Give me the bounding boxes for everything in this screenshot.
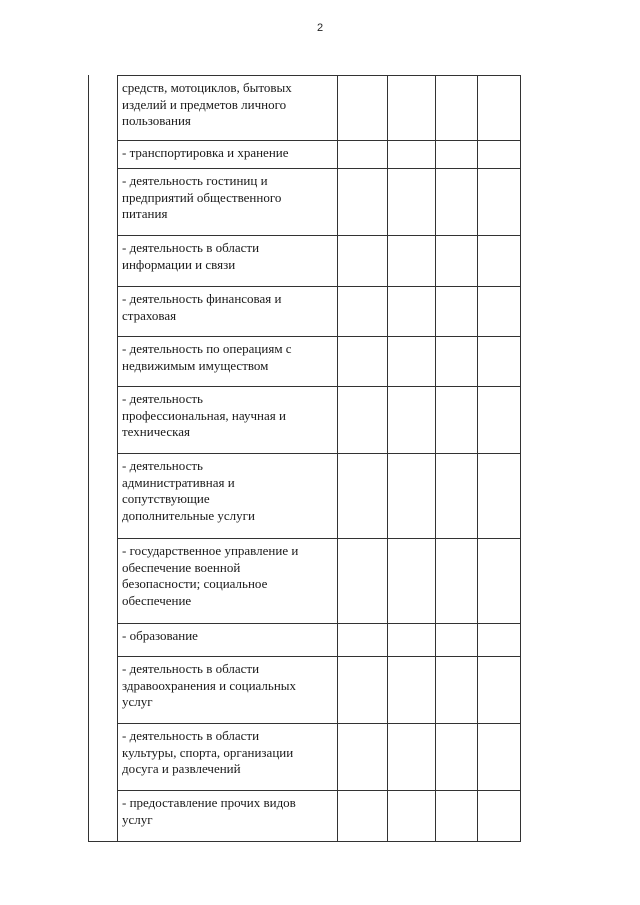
empty-value-cell[interactable] [436, 236, 478, 287]
empty-value-cell[interactable] [436, 791, 478, 842]
empty-value-cell[interactable] [338, 141, 388, 169]
empty-value-cell[interactable] [338, 337, 388, 387]
empty-value-cell[interactable] [478, 539, 521, 624]
left-margin-rule [88, 75, 89, 842]
empty-value-cell[interactable] [478, 724, 521, 791]
empty-value-cell[interactable] [338, 624, 388, 657]
empty-value-cell[interactable] [436, 624, 478, 657]
row-label: - транспортировка и хранение [118, 141, 338, 169]
row-label: - деятельность гостиниц и предприятий общественного питания [118, 169, 338, 236]
empty-value-cell[interactable] [436, 387, 478, 454]
empty-value-cell[interactable] [436, 337, 478, 387]
empty-value-cell[interactable] [478, 141, 521, 169]
empty-value-cell[interactable] [478, 624, 521, 657]
bottom-rule [88, 841, 520, 842]
table-row [118, 387, 521, 454]
empty-value-cell[interactable] [338, 724, 388, 791]
empty-value-cell[interactable] [478, 236, 521, 287]
empty-value-cell[interactable] [388, 724, 436, 791]
empty-value-cell[interactable] [388, 287, 436, 337]
empty-value-cell[interactable] [388, 539, 436, 624]
empty-value-cell[interactable] [338, 169, 388, 236]
empty-value-cell[interactable] [338, 539, 388, 624]
table-row [118, 169, 521, 236]
empty-value-cell[interactable] [478, 287, 521, 337]
empty-value-cell[interactable] [436, 657, 478, 724]
empty-value-cell[interactable] [436, 141, 478, 169]
empty-value-cell[interactable] [478, 791, 521, 842]
empty-value-cell[interactable] [388, 76, 436, 141]
row-label: средств, мотоциклов, бытовых изделий и предметов личного пользования [118, 76, 338, 141]
empty-value-cell[interactable] [388, 624, 436, 657]
empty-value-cell[interactable] [478, 169, 521, 236]
empty-value-cell[interactable] [436, 454, 478, 539]
empty-value-cell[interactable] [436, 724, 478, 791]
empty-value-cell[interactable] [338, 287, 388, 337]
empty-value-cell[interactable] [436, 539, 478, 624]
page-number: 2 [316, 22, 324, 34]
row-label: - деятельность финансовая и страховая [118, 287, 338, 337]
empty-value-cell[interactable] [388, 657, 436, 724]
empty-value-cell[interactable] [436, 76, 478, 141]
row-label: - государственное управление и обеспечение военной безопасности; социальное обеспечение [118, 539, 338, 624]
table-row [118, 791, 521, 842]
empty-value-cell[interactable] [338, 236, 388, 287]
table-row [118, 657, 521, 724]
table-row [118, 337, 521, 387]
row-label: - деятельность административная и сопутствующие дополнительные услуги [118, 454, 338, 539]
row-label: - деятельность в области информации и связи [118, 236, 338, 287]
table-row [118, 76, 521, 141]
empty-value-cell[interactable] [338, 657, 388, 724]
row-label: - предоставление прочих видов услуг [118, 791, 338, 842]
empty-value-cell[interactable] [338, 387, 388, 454]
empty-value-cell[interactable] [388, 791, 436, 842]
row-label: - деятельность профессиональная, научная и техническая [118, 387, 338, 454]
empty-value-cell[interactable] [388, 387, 436, 454]
empty-value-cell[interactable] [478, 337, 521, 387]
table-row [118, 724, 521, 791]
row-label: - образование [118, 624, 338, 657]
empty-value-cell[interactable] [478, 76, 521, 141]
table-row [118, 454, 521, 539]
empty-value-cell[interactable] [338, 454, 388, 539]
empty-value-cell[interactable] [388, 169, 436, 236]
table-row [118, 539, 521, 624]
activity-table [117, 75, 521, 842]
empty-value-cell[interactable] [338, 791, 388, 842]
table-row [118, 287, 521, 337]
empty-value-cell[interactable] [478, 657, 521, 724]
row-label: - деятельность в области здравоохранения и социальных услуг [118, 657, 338, 724]
empty-value-cell[interactable] [388, 337, 436, 387]
table-row [118, 236, 521, 287]
empty-value-cell[interactable] [478, 454, 521, 539]
row-label: - деятельность в области культуры, спорта, организации досуга и развлечений [118, 724, 338, 791]
empty-value-cell[interactable] [388, 454, 436, 539]
empty-value-cell[interactable] [436, 169, 478, 236]
empty-value-cell[interactable] [388, 141, 436, 169]
table-row [118, 624, 521, 657]
table-body [118, 76, 521, 842]
empty-value-cell[interactable] [388, 236, 436, 287]
table-row [118, 141, 521, 169]
empty-value-cell[interactable] [436, 287, 478, 337]
empty-value-cell[interactable] [478, 387, 521, 454]
empty-value-cell[interactable] [338, 76, 388, 141]
row-label: - деятельность по операциям с недвижимым имуществом [118, 337, 338, 387]
